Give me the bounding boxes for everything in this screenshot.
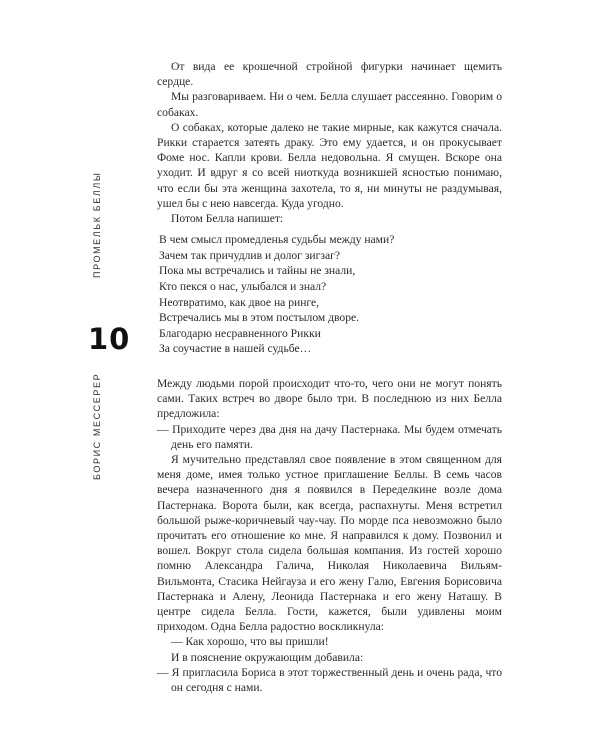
side-margin (82, 171, 138, 600)
poem-line: Кто пекся о нас, улыбался и знал? (159, 280, 327, 294)
poem-line: Зачем так причудлив и долог зигзаг? (159, 248, 340, 262)
dialogue-line: — Я пригласила Бориса в этот торжественный день и очень рада, что он сегодня с нами. (157, 665, 502, 695)
author-name: БОРИС МЕССЕРЕР (92, 372, 102, 480)
paragraph: Я мучительно представлял свое появление в этом священном для меня доме, имея только устное приглашение Беллы. В семь часов вечера назначенного дня я появился в Переделкине возле дома Пастернака. Ворота были, как всегда, распахнуты. Меня встретил большой рыже-коричневый чау-чау. По морде пса невозможно было прочитать его отношение ко мне. Я направился к дому. Позвонил и вошел. Вокруг стола сидела большая компания. Из гостей хорошо помню Александра Галича, Николая Николаевича Вильям-Вильмонта, Стасика Нейгауза и его жену Галю, Евгения Борисовича Пастернака и Алену, Леонида Пастернака и его жену Наташу. В центре сидела Белла. Гости, кажется, были удивлены моим приходом. Одна Белла радостно воскликнула: (157, 453, 502, 634)
page-number: 10 (88, 322, 131, 356)
poem-line: Неотвратимо, как двое на ринге, (159, 295, 320, 309)
poem-line: В чем смысл промедленья судьбы между нами? (159, 233, 395, 247)
body-text (157, 59, 502, 695)
section-break (157, 363, 502, 376)
poem-line: Пока мы встречались и тайны не знали, (159, 264, 356, 278)
paragraph: Мы разговариваем. Ни о чем. Белла слушает рассеянно. Говорим о собаках. (157, 90, 502, 119)
section-title: ПРОМЕЛЬК БЕЛЛЫ (92, 171, 102, 278)
poem (157, 232, 502, 357)
paragraph: От вида ее крошечной стройной фигурки начинает щемить сердце. (157, 60, 502, 89)
dialogue-line: — Приходите через два дня на дачу Пастернака. Мы будем отмечать день его памяти. (157, 422, 502, 451)
paragraph: Потом Белла напишет: (171, 212, 284, 226)
paragraph: Между людьми порой происходит что-то, чего они не могут понять сами. Таких встреч во дворе было три. В последнюю из них Белла предложила: (157, 376, 502, 421)
paragraph: И в пояснение окружающим добавила: (171, 650, 364, 664)
poem-line: Благодарю несравненного Рикки (159, 326, 321, 340)
dialogue-line: — Как хорошо, что вы пришли! (171, 635, 329, 649)
poem-line: За соучастие в нашей судьбе… (159, 342, 312, 356)
paragraph: О собаках, которые далеко не такие мирные, как кажутся сначала. Рикки старается затеять драку. Это ему удается, и он прокусывает Фоме нос. Капли крови. Белла недовольна. Я смущен. Вскоре она уходит. И вдруг я со всей ниоткуда возникшей ясностью понимаю, что если бы эта женщина захотела, то я, ни минуты не раздумывая, ушел бы с нею навсегда. Куда угодно. (157, 120, 502, 210)
poem-line: Встречались мы в этом постылом дворе. (159, 311, 360, 325)
